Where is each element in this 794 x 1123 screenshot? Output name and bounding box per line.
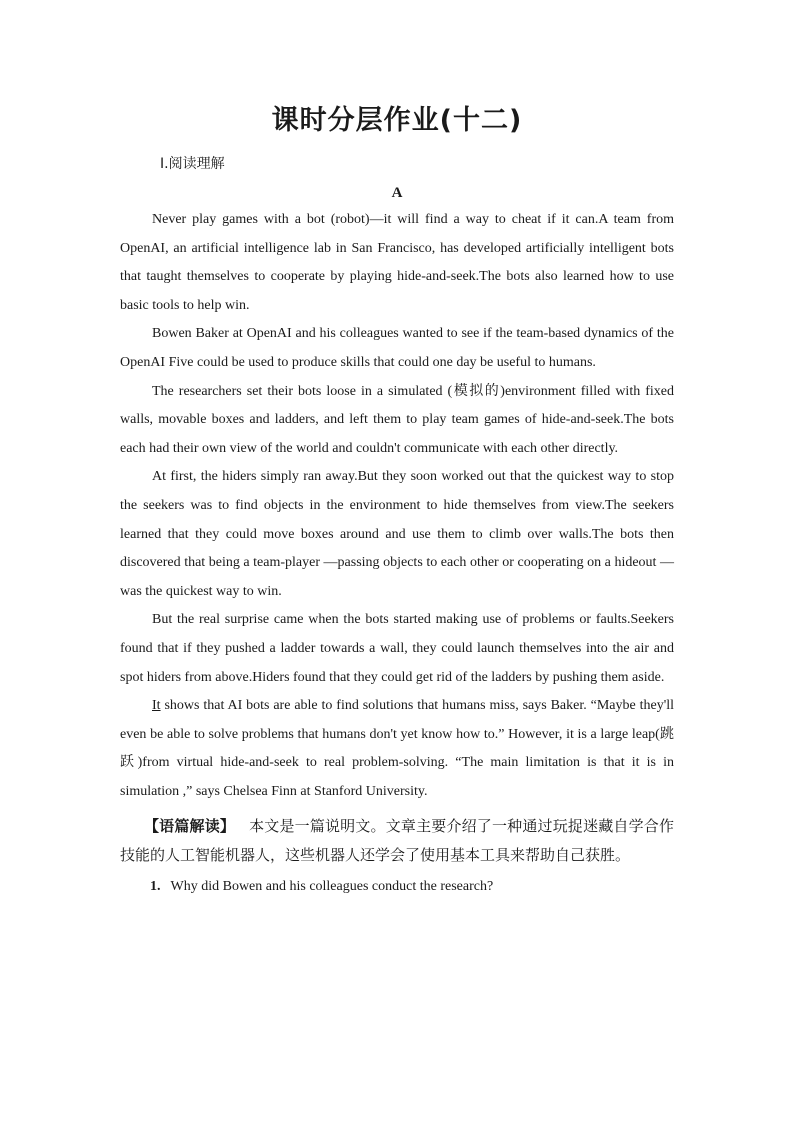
question-number: 1. bbox=[150, 879, 161, 895]
paragraph-5: But the real surprise came when the bots started making use of problems or faults.Seekers found that if they pushed a ladder towards a wall, they could launch themselves into the air and spot hiders from above.Hiders found that they could get rid of the ladders by pushing them aside. bbox=[120, 612, 674, 685]
paragraph-2: Bowen Baker at OpenAI and his colleagues wanted to see if the team-based dynamics of the OpenAI Five could be used to produce skills that could one day be useful to humans. bbox=[120, 326, 674, 370]
passage-body bbox=[120, 206, 674, 900]
paragraph-4: At first, the hiders simply ran away.But they soon worked out that the quickest way to stop the seekers was to find objects in the environment to hide themselves from view.The seekers learned that they could move boxes around and use them to climb over walls.The bots then discovered that being a team-player —passing objects to each other or cooperating on a hideout —was the quickest way to win. bbox=[120, 469, 674, 599]
paragraph-1: Never play games with a bot (robot)—it will find a way to cheat if it can.A team from OpenAI, an artificial intelligence lab in San Francisco, has developed artificially intelligent bots that taught themselves to cooperate by playing hide-and-seek.The bots also learned how to use basic tools to help win. bbox=[120, 212, 674, 313]
paragraph-6 bbox=[120, 692, 674, 806]
page-title: 课时分层作业(十二) bbox=[271, 105, 523, 136]
passage-letter: A bbox=[391, 185, 403, 201]
question-1 bbox=[150, 874, 674, 900]
section-heading: Ⅰ.阅读理解 bbox=[160, 156, 225, 172]
analysis-tag: 【语篇解读】 bbox=[144, 817, 236, 836]
question-text: Why did Bowen and his colleagues conduct the research? bbox=[170, 879, 494, 895]
paragraph-6-text: shows that AI bots are able to find solutions that humans miss, says Baker. “Maybe they'll even be able to solve problems that humans don't yet know how to.” However, it is a large leap(跳跃)from virtual hide-and-seek to real problem-solving. “The main limitation is that it is in simulation ,” says Chelsea Finn at Stanford University. bbox=[120, 698, 674, 799]
analysis-text: 本文是一篇说明文。文章主要介绍了一种通过玩捉迷藏自学合作技能的人工智能机器人，这些机器人还学会了使用基本工具来帮助自己获胜。 bbox=[120, 817, 674, 865]
passage-analysis bbox=[120, 812, 674, 870]
underlined-word: It bbox=[152, 698, 161, 714]
paragraph-3: The researchers set their bots loose in a simulated (模拟的)environment filled with fixed walls, movable boxes and ladders, and left them to play team games of hide-and-seek.The bots each had their own view of the world and couldn't communicate with each other directly. bbox=[120, 383, 674, 456]
